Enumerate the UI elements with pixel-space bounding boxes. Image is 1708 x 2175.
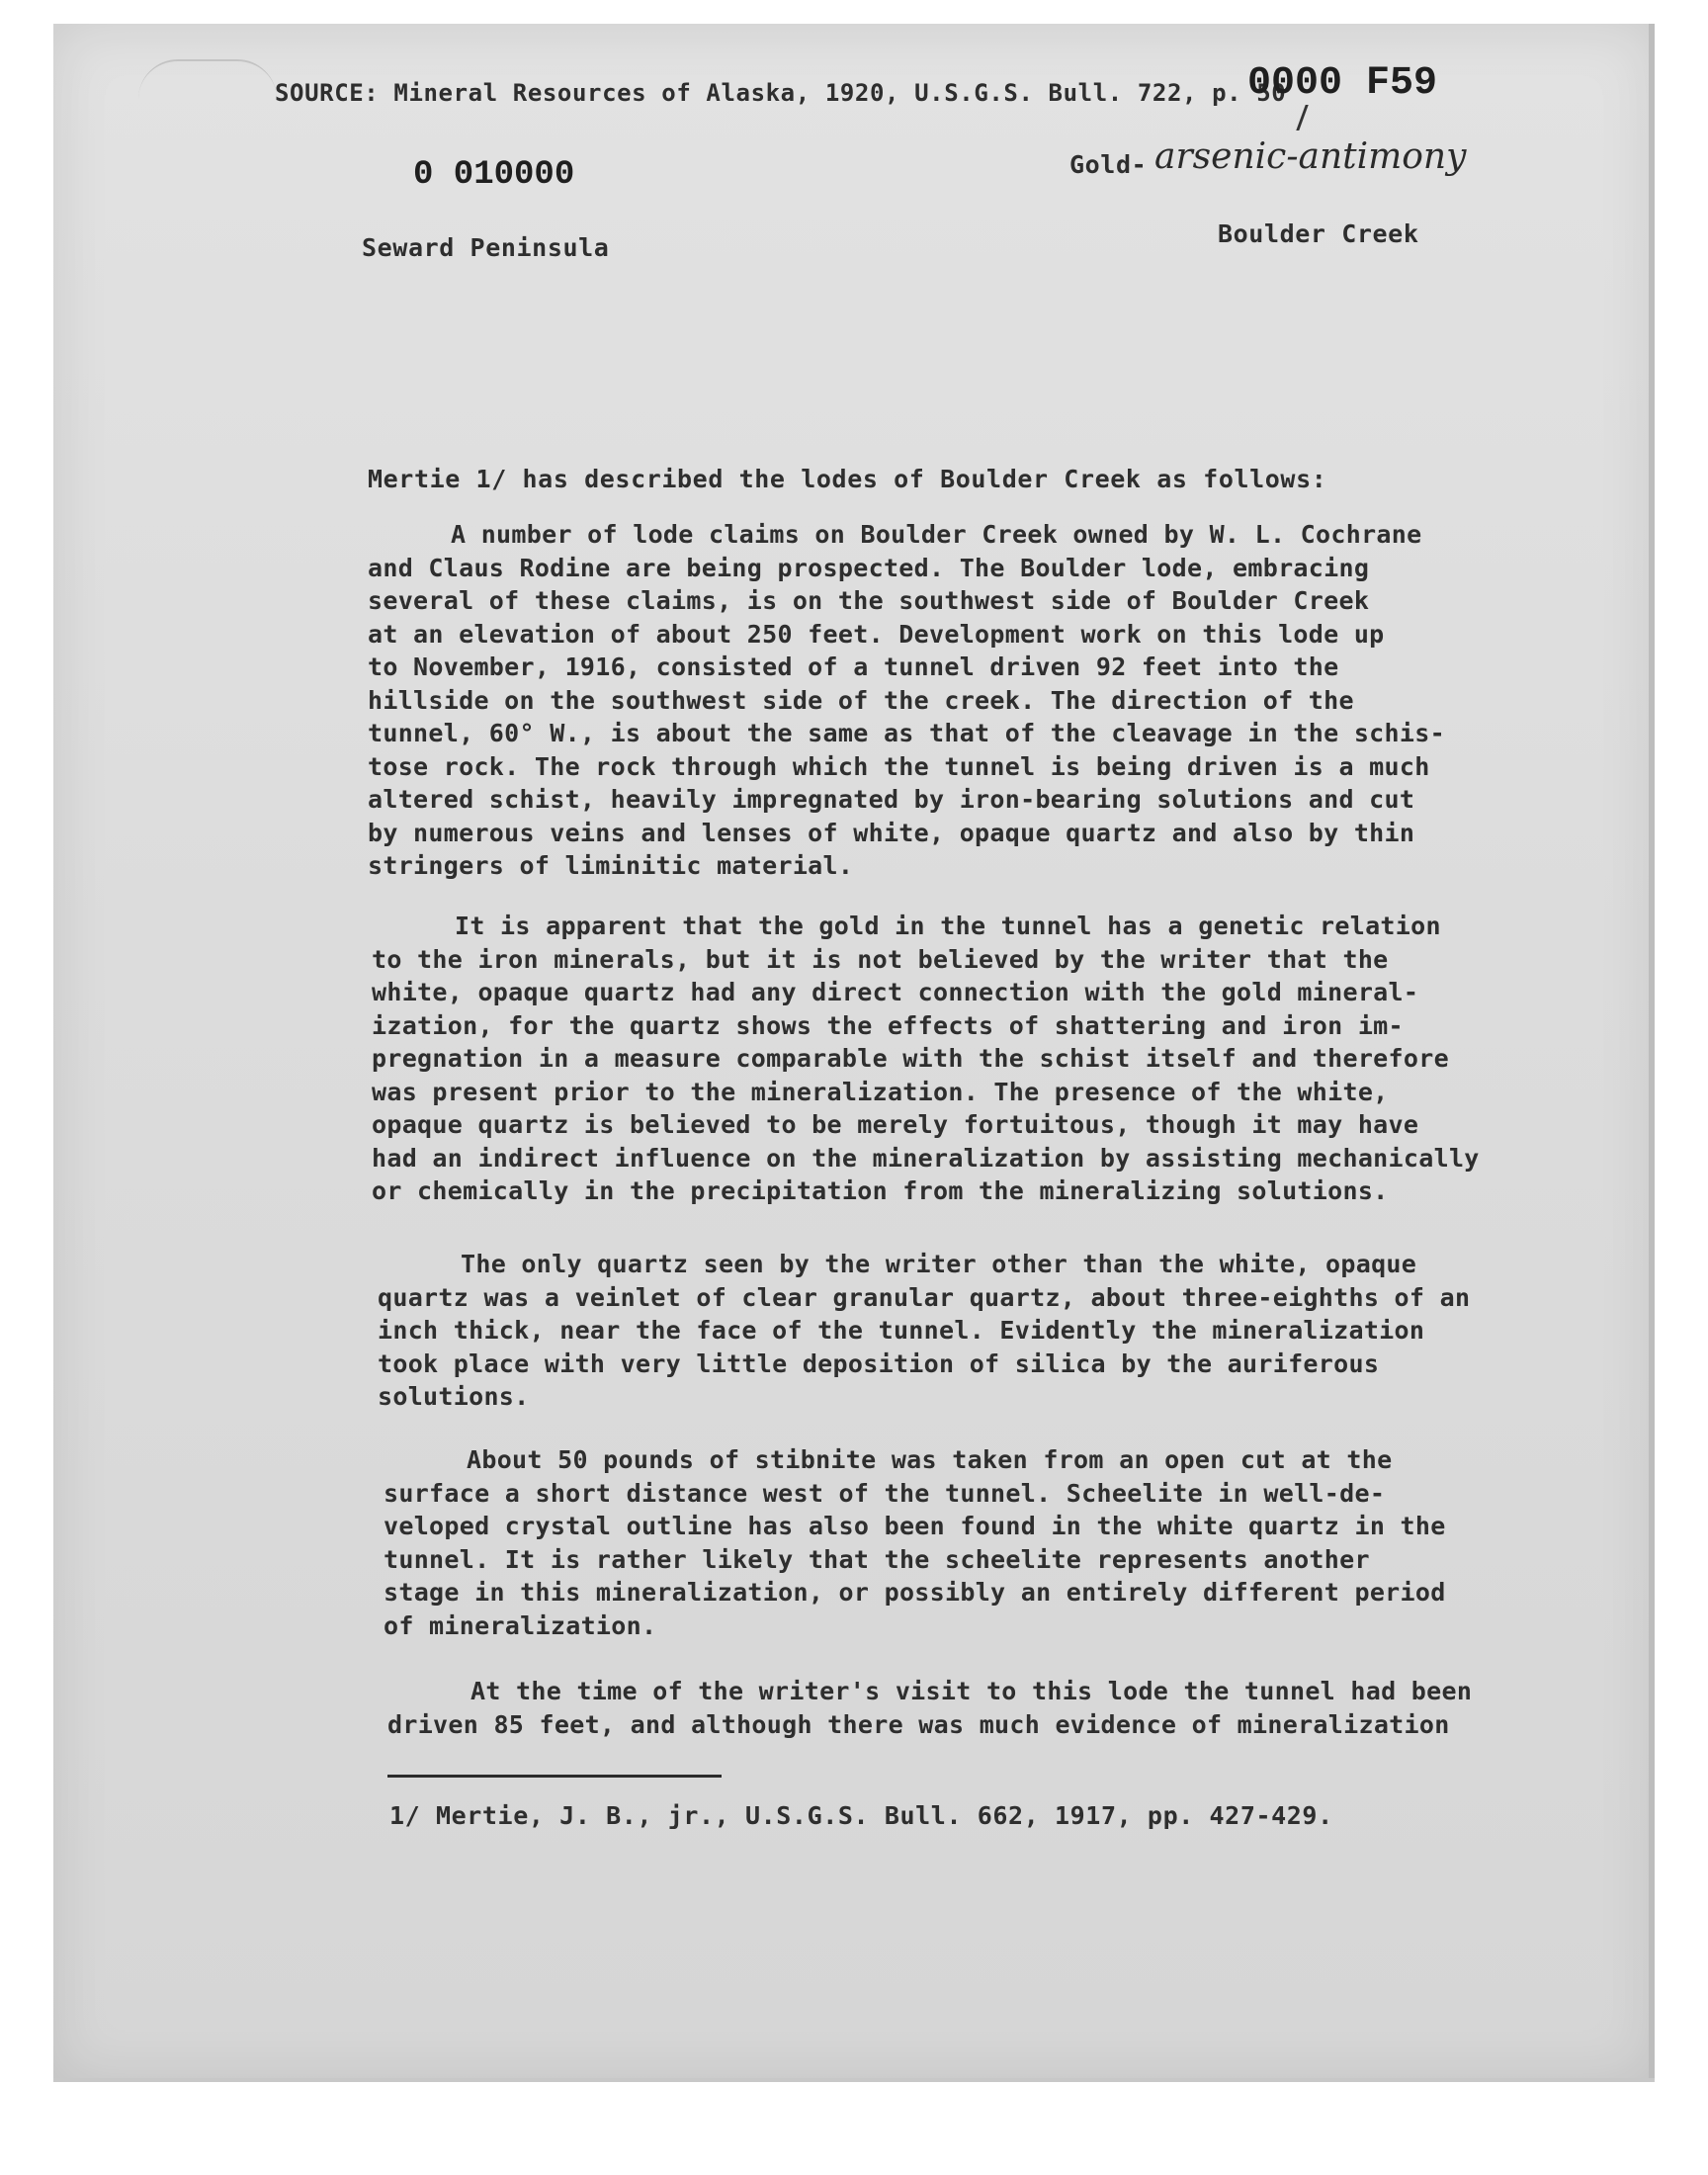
text-line: tunnel. It is rather likely that the scheelite represents another [384, 1544, 1370, 1574]
paragraph-2 [372, 910, 1480, 1208]
text-line: inch thick, near the face of the tunnel. Evidently the mineralization [378, 1316, 1425, 1345]
page-edge-shadow [1649, 24, 1655, 2082]
text-line: It is apparent that the gold in the tunnel has a genetic relation [455, 912, 1441, 940]
text-line: About 50 pounds of stibnite was taken from an open cut at the [467, 1445, 1393, 1474]
region-label: Seward Peninsula [362, 233, 610, 262]
text-line: quartz was a veinlet of clear granular quartz, about three-eighths of an [378, 1282, 1471, 1312]
paragraph-1 [368, 518, 1445, 883]
text-line: or chemically in the precipitation from the mineralizing solutions. [372, 1176, 1389, 1205]
text-line: veloped crystal outline has also been found in the white quartz in the [384, 1512, 1446, 1540]
text-line: white, opaque quartz had any direct connection with the gold mineral- [372, 978, 1419, 1006]
text-line: by numerous veins and lenses of white, opaque quartz and also by thin [368, 818, 1415, 847]
text-line: tose rock. The rock through which the tunnel is being driven is a much [368, 751, 1430, 781]
text-line: pregnation in a measure comparable with the schist itself and therefore [372, 1044, 1449, 1073]
record-number-stamp: 0 010000 [413, 156, 575, 194]
text-line: ization, for the quartz shows the effects of shattering and iron im- [372, 1010, 1404, 1040]
text-line: The only quartz seen by the writer other than the white, opaque [461, 1250, 1417, 1278]
text-line: to the iron minerals, but it is not believed by the writer that the [372, 944, 1389, 974]
text-line: driven 85 feet, and although there was much evidence of mineralization [387, 1709, 1450, 1739]
paragraph-3 [378, 1248, 1470, 1414]
text-line: of mineralization. [384, 1610, 657, 1640]
paper-scuff-mark [138, 59, 277, 121]
page-bottom-edge [53, 2078, 1655, 2082]
text-line: took place with very little deposition of silica by the auriferous [378, 1348, 1380, 1378]
text-line: A number of lode claims on Boulder Creek owned by W. L. Cochrane [451, 520, 1422, 549]
file-number-stamp: 0000 F59 [1247, 61, 1438, 106]
text-line: several of these claims, is on the southwest side of Boulder Creek [368, 586, 1370, 615]
text-line: stage in this mineralization, or possibly an entirely different period [384, 1578, 1446, 1607]
intro-line: Mertie 1/ has described the lodes of Boulder Creek as follows: [368, 465, 1327, 493]
text-line: tunnel, 60° W., is about the same as that of the cleavage in the schis- [368, 719, 1445, 747]
text-line: solutions. [378, 1382, 530, 1411]
text-line: at an elevation of about 250 feet. Development work on this lode up [368, 619, 1385, 649]
paragraph-5 [387, 1675, 1472, 1741]
commodity-typed: Gold- [1069, 150, 1148, 179]
text-line: surface a short distance west of the tunnel. Scheelite in well-de- [384, 1478, 1386, 1508]
text-line: and Claus Rodine are being prospected. The Boulder lode, embracing [368, 553, 1370, 582]
text-line: was present prior to the mineralization. The presence of the white, [372, 1077, 1389, 1106]
text-line: At the time of the writer's visit to this lode the tunnel had been [470, 1677, 1473, 1705]
footnote-divider [387, 1775, 722, 1778]
text-line: to November, 1916, consisted of a tunnel driven 92 feet into the [368, 652, 1339, 681]
commodity-handwritten: arsenic-antimony [1154, 136, 1467, 177]
text-line: opaque quartz is believed to be merely fortuitous, though it may have [372, 1110, 1419, 1139]
text-line: hillside on the southwest side of the creek. The direction of the [368, 685, 1354, 715]
text-line: had an indirect influence on the mineralization by assisting mechanically [372, 1143, 1480, 1173]
locality-label: Boulder Creek [1218, 219, 1419, 248]
paragraph-4 [384, 1443, 1446, 1642]
text-line: altered schist, heavily impregnated by iron-bearing solutions and cut [368, 785, 1415, 814]
footnote: 1/ Mertie, J. B., jr., U.S.G.S. Bull. 662, 1917, pp. 427-429. [389, 1801, 1333, 1830]
source-line: SOURCE: Mineral Resources of Alaska, 1920, U.S.G.S. Bull. 722, p. 50 [275, 79, 1287, 107]
text-line: stringers of liminitic material. [368, 851, 854, 880]
